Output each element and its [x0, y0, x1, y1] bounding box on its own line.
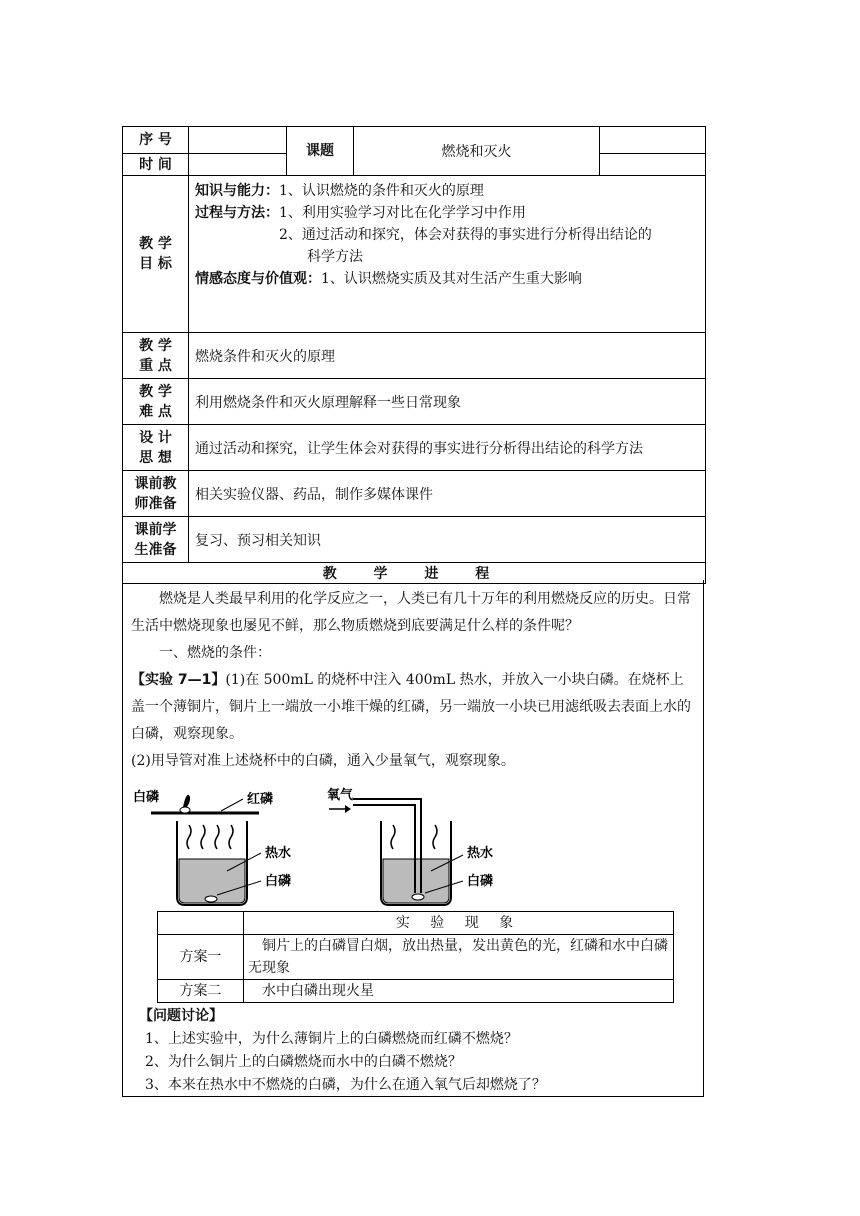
beaker-right-icon — [329, 799, 463, 905]
experiment-figure — [131, 785, 691, 915]
question-1: 1、上述实验中，为什么薄铜片上的白磷燃烧而红磷不燃烧？ — [145, 1031, 518, 1047]
time-value — [189, 154, 287, 176]
plan-1-value: 铜片上的白磷冒白烟，放出热量，发出黄色的光，红磷和水中白磷无现象 — [244, 935, 674, 980]
difficulty-label: 教 学 难 点 — [123, 379, 189, 425]
design-value: 通过活动和探究，让学生体会对获得的事实进行分析得出结论的科学方法 — [189, 425, 706, 471]
student-prep-value: 复习、预习相关知识 — [189, 517, 706, 563]
label-hot-water: 热水 — [265, 846, 292, 861]
plan-2-value: 水中白磷出现火星 — [244, 980, 674, 1003]
experiment-paragraph: 【实验 7—1】(1)在 500mL 的烧杯中注入 400mL 热水，并放入一小块白磷。在烧杯上盖一个薄铜片，铜片上一端放一小堆干燥的红磷，另一端放一小块已用滤纸吸去表面上水的白磷，观察现象。 — [131, 672, 691, 742]
discussion-title: 【问题讨论】 — [139, 1008, 223, 1024]
section-heading: 一、燃烧的条件： — [159, 645, 271, 661]
student-prep-label: 课前学 生准备 — [123, 517, 189, 563]
discussion-section — [131, 1005, 691, 1097]
intro-paragraph: 燃烧是人类最早利用的化学反应之一，人类已有几十万年的利用燃烧反应的历史。日常生活中燃烧现象也屡见不鲜，那么物质燃烧到底要满足什么样的条件呢？ — [131, 591, 691, 634]
process-title: 教 学 进 程 — [123, 563, 706, 584]
topic-label: 课题 — [287, 127, 354, 176]
plan-2-name: 方案二 — [158, 980, 244, 1003]
design-label: 设 计 思 想 — [123, 425, 189, 471]
seq-label: 序 号 — [123, 127, 189, 154]
key-point-label: 教 学 重 点 — [123, 333, 189, 379]
process-content — [122, 580, 704, 1097]
lesson-plan-table — [122, 126, 706, 584]
label-white-p: 白磷 — [133, 790, 160, 805]
time-label: 时 间 — [123, 154, 189, 176]
objectives-label: 教 学 目 标 — [123, 176, 189, 333]
teacher-prep-value: 相关实验仪器、药品，制作多媒体课件 — [189, 471, 706, 517]
objectives-content: 知识与能力：1、认识燃烧的条件和灭火的原理 过程与方法：1、利用实验学习对比在化学学习中作用 2、通过活动和探究，体会对获得的事实进行分析得出结论的 科学方法 情感态度与价值观：1、认识燃烧实质及其对生活产生重大影响 — [189, 176, 706, 333]
teacher-prep-label: 课前教 师准备 — [123, 471, 189, 517]
topic-extra-top — [600, 127, 706, 154]
label-red-p: 红磷 — [247, 792, 274, 807]
experiment-paragraph-2: (2)用导管对准上述烧杯中的白磷，通入少量氧气，观察现象。 — [131, 753, 515, 769]
question-3: 3、本来在热水中不燃烧的白磷，为什么在通入氧气后却燃烧了？ — [145, 1077, 546, 1093]
plan-1-name: 方案一 — [158, 935, 244, 980]
results-header: 实 验 现 象 — [244, 912, 674, 935]
results-header-empty — [158, 912, 244, 935]
label-white-p-3: 白磷 — [467, 874, 494, 889]
beaker-left-icon — [151, 795, 261, 905]
label-hot-water-2: 热水 — [467, 846, 494, 861]
question-2: 2、为什么铜片上的白磷燃烧而水中的白磷不燃烧？ — [145, 1054, 462, 1070]
topic-value: 燃烧和灭火 — [354, 127, 600, 176]
seq-value — [189, 127, 287, 154]
label-white-p-2: 白磷 — [265, 874, 292, 889]
label-oxygen: 氧气 — [327, 788, 354, 803]
key-point-value: 燃烧条件和灭火的原理 — [189, 333, 706, 379]
results-table — [157, 911, 674, 1003]
topic-extra-bottom — [600, 154, 706, 176]
difficulty-value: 利用燃烧条件和灭火原理解释一些日常现象 — [189, 379, 706, 425]
